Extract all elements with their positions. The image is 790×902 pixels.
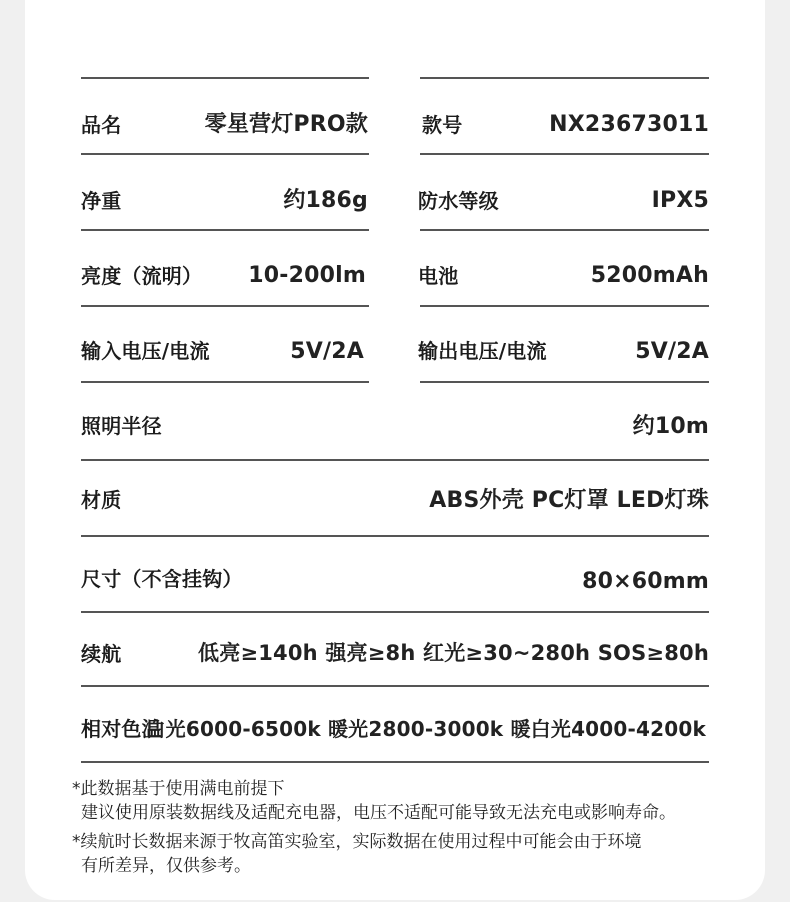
brightness-value: 10-200lm [248, 263, 366, 288]
divider [420, 305, 709, 307]
name-label: 品名 [81, 113, 122, 137]
endurance-label: 续航 [81, 642, 122, 666]
footnote-line: *续航时长数据来源于牧高笛实验室，实际数据在使用过程中可能会由于环境 [72, 832, 642, 852]
battery-value: 5200mAh [590, 263, 709, 288]
material-value: ABS外壳 PC灯罩 LED灯珠 [429, 488, 709, 513]
footnote-line: *此数据基于使用满电前提下 [72, 779, 285, 799]
output-label: 输出电压/电流 [418, 339, 547, 363]
divider [81, 77, 369, 79]
divider [420, 77, 709, 79]
endurance-value: 低亮≥140h 强亮≥8h 红光≥30~280h SOS≥80h [198, 641, 709, 665]
output-value: 5V/2A [635, 339, 709, 364]
weight-value: 约186g [283, 188, 368, 213]
colortemp-label: 相对色温 [81, 717, 162, 741]
divider [81, 153, 369, 155]
model-label: 款号 [422, 113, 463, 137]
size-value: 80×60mm [582, 569, 709, 594]
radius-value: 约10m [632, 414, 709, 439]
divider [81, 685, 709, 687]
input-label: 输入电压/电流 [81, 339, 210, 363]
material-label: 材质 [81, 488, 122, 512]
radius-label: 照明半径 [81, 414, 162, 438]
input-value: 5V/2A [290, 339, 364, 364]
name-value: 零星营灯PRO款 [204, 112, 368, 137]
footnote-line: 有所差异，仅供参考。 [81, 856, 251, 876]
footnote-line: 建议使用原装数据线及适配充电器，电压不适配可能导致无法充电或影响寿命。 [81, 803, 676, 823]
divider [81, 229, 369, 231]
model-value: NX23673011 [549, 112, 709, 137]
waterproof-value: IPX5 [651, 188, 709, 213]
size-label: 尺寸（不含挂钩） [81, 567, 243, 591]
divider [81, 459, 709, 461]
divider [420, 381, 709, 383]
divider [81, 761, 709, 763]
divider [420, 153, 709, 155]
divider [81, 611, 709, 613]
divider [420, 229, 709, 231]
divider [81, 535, 709, 537]
divider [81, 305, 369, 307]
battery-label: 电池 [418, 264, 459, 288]
waterproof-label: 防水等级 [418, 189, 499, 213]
weight-label: 净重 [81, 189, 122, 213]
brightness-label: 亮度（流明） [81, 264, 203, 288]
divider [81, 381, 369, 383]
colortemp-value: 白光6000-6500k 暖光2800-3000k 暖白光4000-4200k [145, 717, 706, 741]
